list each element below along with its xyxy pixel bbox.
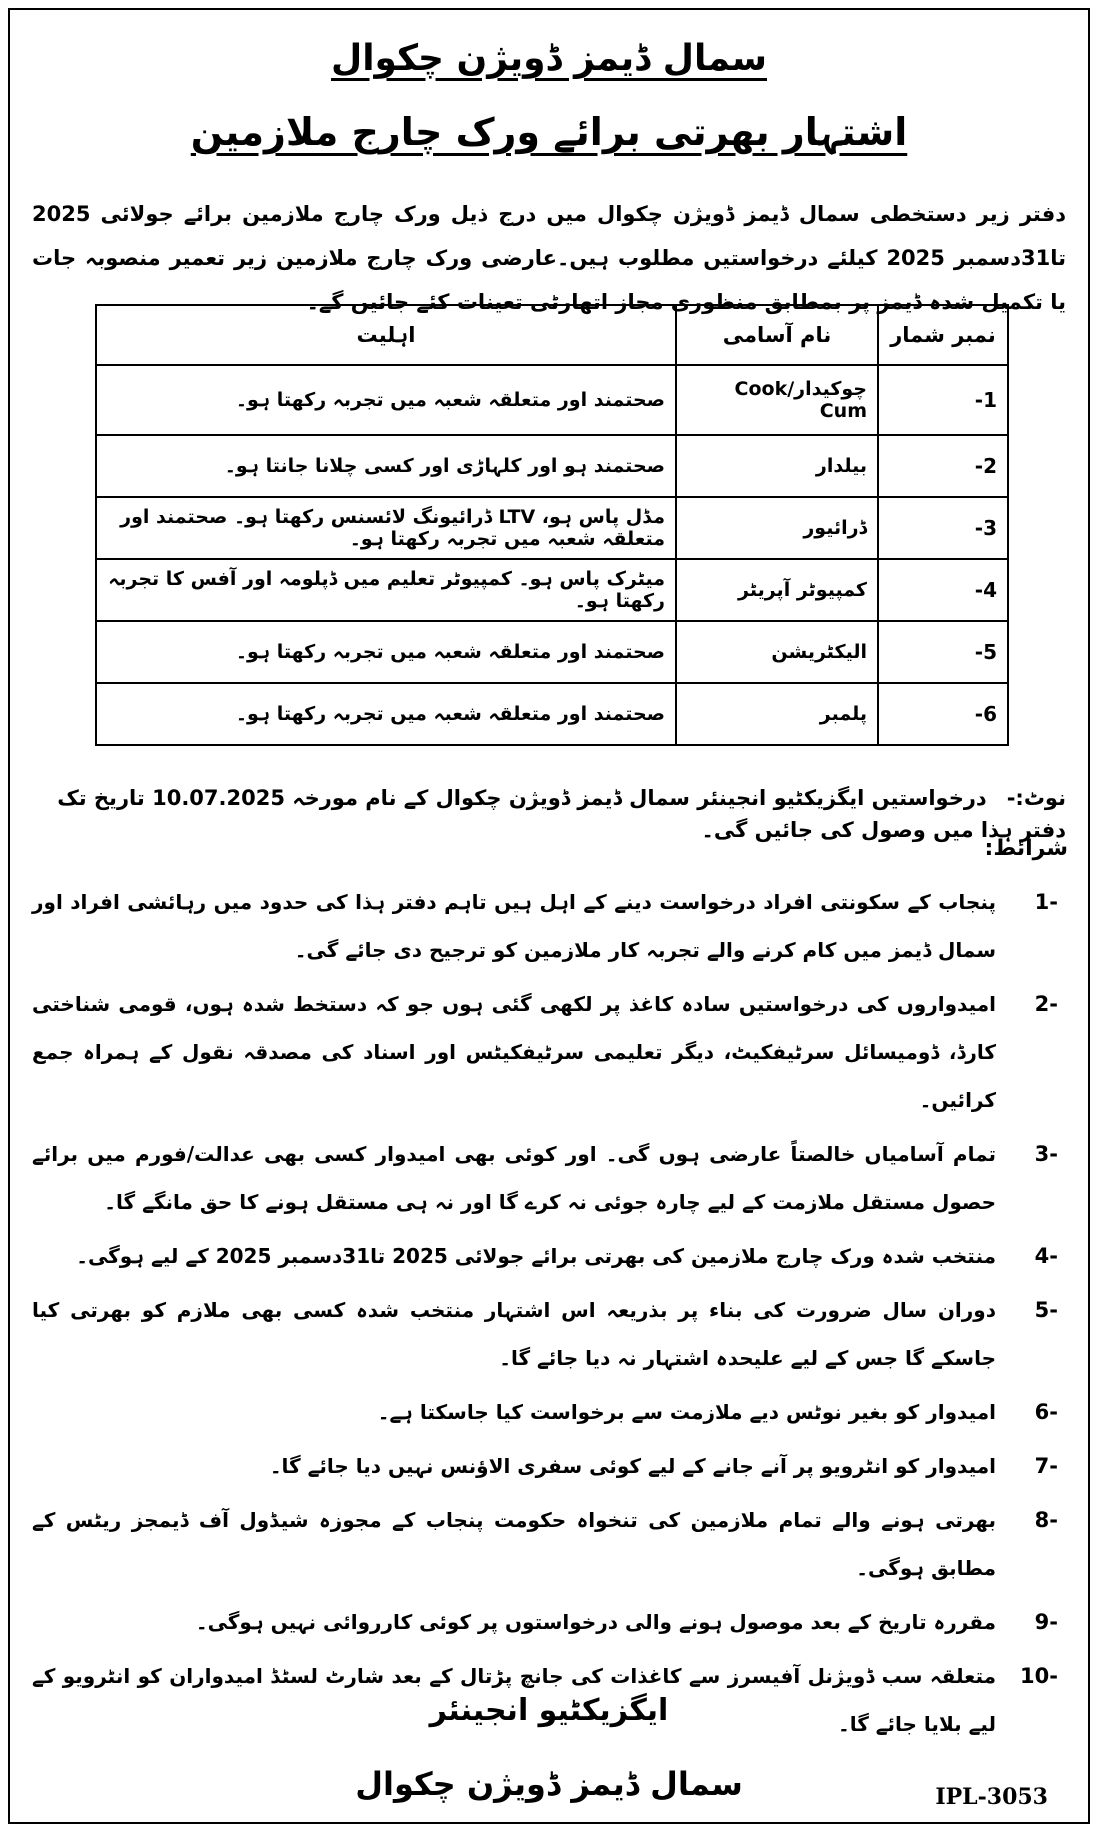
condition-number: 10- <box>1020 1664 1058 1688</box>
condition-number: 8- <box>1034 1508 1058 1532</box>
condition-item <box>32 1598 1066 1646</box>
condition-item <box>32 878 1066 974</box>
condition-number: 5- <box>1034 1298 1058 1322</box>
row-post: ڈرائیور <box>676 497 878 559</box>
conditions-heading: شرائط: <box>984 836 1068 861</box>
condition-text: بھرتی ہونے والے تمام ملازمین کی تنخواہ حکومت پنجاب کے مجوزہ شیڈول آف ڈیمجز ریٹس کے مطابق ہوگی۔ <box>32 1508 996 1580</box>
condition-item <box>32 1388 1066 1436</box>
row-serial: 6- <box>878 683 1008 745</box>
condition-item <box>32 1130 1066 1226</box>
row-post: کمپیوٹر آپریٹر <box>676 559 878 621</box>
table-row <box>96 683 1008 745</box>
row-serial: 1- <box>878 365 1008 435</box>
row-eligibility: میٹرک پاس ہو۔ کمپیوٹر تعلیم میں ڈپلومہ اور آفس کا تجربہ رکھتا ہو۔ <box>96 559 676 621</box>
condition-text: امیدوار کو بغیر نوٹس دیے ملازمت سے برخواست کیا جاسکتا ہے۔ <box>377 1400 996 1424</box>
posts-table <box>95 304 1009 746</box>
condition-number: 1- <box>1034 890 1058 914</box>
header-eligibility: اہلیت <box>96 305 676 365</box>
header-serial: نمبر شمار <box>878 305 1008 365</box>
row-eligibility: صحتمند ہو اور کلہاڑی اور کسی چلانا جانتا ہو۔ <box>96 435 676 497</box>
condition-number: 3- <box>1034 1142 1058 1166</box>
condition-text: دوران سال ضرورت کی بناء پر بذریعہ اس اشتہار منتخب شدہ کسی بھی ملازم کو بھرتی کیا جاسکے گا جس کے لیے علیحدہ اشتہار نہ دیا جائے گا۔ <box>32 1298 996 1370</box>
table-row <box>96 435 1008 497</box>
row-eligibility: صحتمند اور متعلقہ شعبہ میں تجربہ رکھتا ہو۔ <box>96 621 676 683</box>
org-title: سمال ڈیمز ڈویژن چکوال <box>330 38 768 79</box>
conditions-list <box>32 878 1066 1754</box>
condition-item <box>32 1286 1066 1382</box>
row-serial: 3- <box>878 497 1008 559</box>
condition-number: 4- <box>1034 1244 1058 1268</box>
condition-number: 9- <box>1034 1610 1058 1634</box>
signatory-designation: ایگزیکٹیو انجینئر <box>429 1693 669 1728</box>
condition-text: امیدواروں کی درخواستیں سادہ کاغذ پر لکھی گئی ہوں جو کہ دستخط شدہ ہوں، قومی شناختی کارڈ، ڈومیسائل سرٹیفکیٹ، دیگر تعلیمی سرٹیفکیٹس اور اسناد کی مصدقہ نقول کے ہمراہ جمع کرائیں۔ <box>32 992 996 1112</box>
ipl-code: IPL-3053 <box>935 1784 1048 1810</box>
condition-number: 2- <box>1034 992 1058 1016</box>
note <box>32 782 1066 846</box>
row-eligibility: مڈل پاس ہو، LTV ڈرائیونگ لائسنس رکھتا ہو۔ صحتمند اور متعلقہ شعبہ میں تجربہ رکھتا ہو۔ <box>96 497 676 559</box>
condition-number: 6- <box>1034 1400 1058 1424</box>
condition-number: 7- <box>1034 1454 1058 1478</box>
row-serial: 5- <box>878 621 1008 683</box>
note-text: درخواستیں ایگزیکٹیو انجینئر سمال ڈیمز ڈویژن چکوال کے نام مورخہ 10.07.2025 تاریخ تک دفتر ہذا میں وصول کی جائیں گی۔ <box>57 786 1066 842</box>
ad-title: اشتہار بھرتی برائے ورک چارج ملازمین <box>190 110 908 154</box>
condition-item <box>32 1232 1066 1280</box>
row-post: چوکیدار/Cook Cum <box>676 365 878 435</box>
table-row <box>96 365 1008 435</box>
signatory-office: سمال ڈیمز ڈویژن چکوال <box>355 1765 743 1803</box>
row-post: بیلدار <box>676 435 878 497</box>
intro-paragraph: دفتر زیر دستخطی سمال ڈیمز ڈویژن چکوال میں درج ذیل ورک چارج ملازمین برائے جولائی 2025 تا31دسمبر 2025 کیلئے درخواستیں مطلوب ہیں۔عارضی ورک چارج ملازمین زیر تعمیر منصوبہ جات یا تکمیل شدہ ڈیمز پر بمطابق منظوری مجاز اتھارٹی تعینات کئے جائیں گے۔ <box>32 202 1066 314</box>
condition-text: متعلقہ سب ڈویژنل آفیسرز سے کاغذات کی جانچ پڑتال کے بعد شارٹ لسٹڈ امیدواران کو انٹرویو کے لیے بلایا جائے گا۔ <box>32 1664 996 1736</box>
note-label: نوٹ:- <box>1006 786 1066 810</box>
row-eligibility: صحتمند اور متعلقہ شعبہ میں تجربہ رکھتا ہو۔ <box>96 365 676 435</box>
advertisement-page <box>8 8 1090 1824</box>
table-header-row <box>96 305 1008 365</box>
row-serial: 4- <box>878 559 1008 621</box>
table-row <box>96 621 1008 683</box>
row-serial: 2- <box>878 435 1008 497</box>
row-post: الیکٹریشن <box>676 621 878 683</box>
table-row <box>96 497 1008 559</box>
condition-text: امیدوار کو انٹرویو پر آنے جانے کے لیے کوئی سفری الاؤنس نہیں دیا جائے گا۔ <box>269 1454 996 1478</box>
table-row <box>96 559 1008 621</box>
condition-text: پنجاب کے سکونتی افراد درخواست دینے کے اہل ہیں تاہم دفتر ہذا کی حدود میں رہائشی افراد اور سمال ڈیمز میں کام کرنے والے تجربہ کار ملازمین کو ترجیح دی جائے گی۔ <box>32 890 996 962</box>
condition-text: منتخب شدہ ورک چارج ملازمین کی بھرتی برائے جولائی 2025 تا31دسمبر 2025 کے لیے ہوگی۔ <box>76 1244 996 1268</box>
condition-item <box>32 980 1066 1124</box>
row-eligibility: صحتمند اور متعلقہ شعبہ میں تجربہ رکھتا ہو۔ <box>96 683 676 745</box>
condition-text: مقررہ تاریخ کے بعد موصول ہونے والی درخواستوں پر کوئی کارروائی نہیں ہوگی۔ <box>195 1610 996 1634</box>
header-post: نام آسامی <box>676 305 878 365</box>
row-post: پلمبر <box>676 683 878 745</box>
condition-item <box>32 1496 1066 1592</box>
condition-text: تمام آسامیاں خالصتاً عارضی ہوں گی۔ اور کوئی بھی امیدوار کسی بھی عدالت/فورم میں برائے حصول مستقل ملازمت کے لیے چارہ جوئی نہ کرے گا اور نہ ہی مستقل ہونے کا حق مانگے گا۔ <box>32 1142 996 1214</box>
condition-item <box>32 1442 1066 1490</box>
